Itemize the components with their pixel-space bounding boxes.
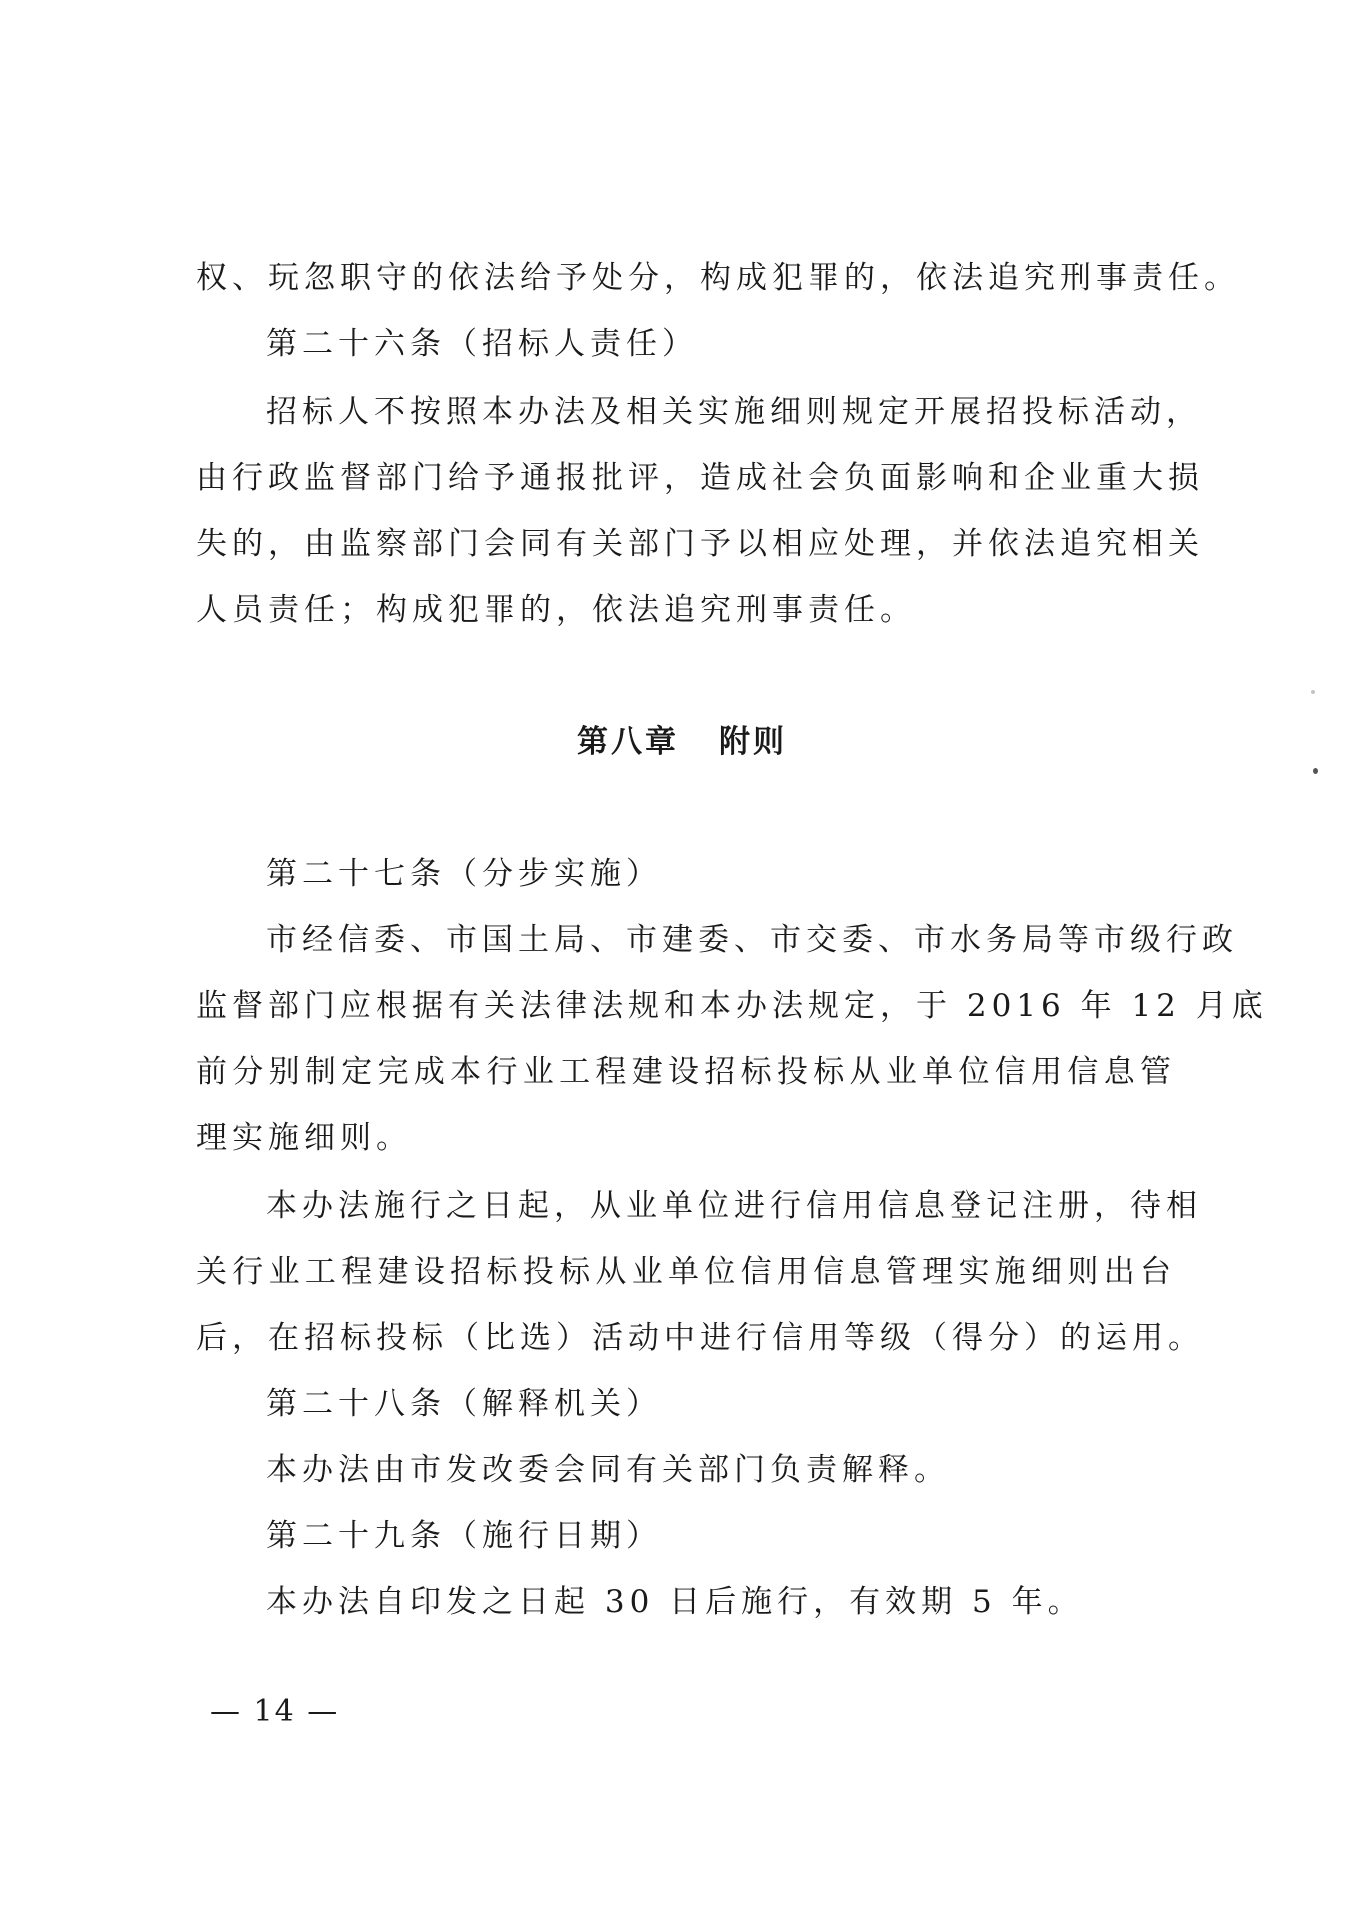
text-line: 本办法由市发改委会同有关部门负责解释。 <box>266 1452 950 1488</box>
text-line: 招标人不按照本办法及相关实施细则规定开展招投标活动， <box>266 394 1202 430</box>
article-heading: 第二十七条（分步实施） <box>266 856 662 892</box>
text-line: 权、玩忽职守的依法给予处分，构成犯罪的，依法追究刑事责任。 <box>196 260 1240 296</box>
article-heading: 第二十八条（解释机关） <box>266 1386 662 1422</box>
chapter-heading <box>0 722 1364 762</box>
text-line: 前分别制定完成本行业工程建设招标投标从业单位信用信息管 <box>196 1054 1176 1090</box>
text-line: 本办法自印发之日起 30 日后施行，有效期 5 年。 <box>266 1584 1084 1620</box>
text-line: 监督部门应根据有关法律法规和本办法规定，于 2016 年 12 月底 <box>196 988 1268 1024</box>
page-number: — 14 — <box>210 1694 340 1729</box>
scan-speck <box>1311 690 1315 694</box>
article-heading: 第二十九条（施行日期） <box>266 1518 662 1554</box>
text-line: 关行业工程建设招标投标从业单位信用信息管理实施细则出台 <box>196 1254 1176 1290</box>
text-line: 本办法施行之日起，从业单位进行信用信息登记注册，待相 <box>266 1188 1202 1224</box>
chapter-number: 第八章 <box>577 724 679 760</box>
text-line: 失的，由监察部门会同有关部门予以相应处理，并依法追究相关 <box>196 526 1204 562</box>
article-heading: 第二十六条（招标人责任） <box>266 326 698 362</box>
scan-speck <box>1313 768 1318 774</box>
text-line: 理实施细则。 <box>196 1120 412 1156</box>
text-line: 后，在招标投标（比选）活动中进行信用等级（得分）的运用。 <box>196 1320 1204 1356</box>
text-line: 市经信委、市国土局、市建委、市交委、市水务局等市级行政 <box>266 922 1238 958</box>
text-line: 人员责任；构成犯罪的，依法追究刑事责任。 <box>196 592 916 628</box>
chapter-title: 附则 <box>719 724 787 760</box>
text-line: 由行政监督部门给予通报批评，造成社会负面影响和企业重大损 <box>196 460 1204 496</box>
